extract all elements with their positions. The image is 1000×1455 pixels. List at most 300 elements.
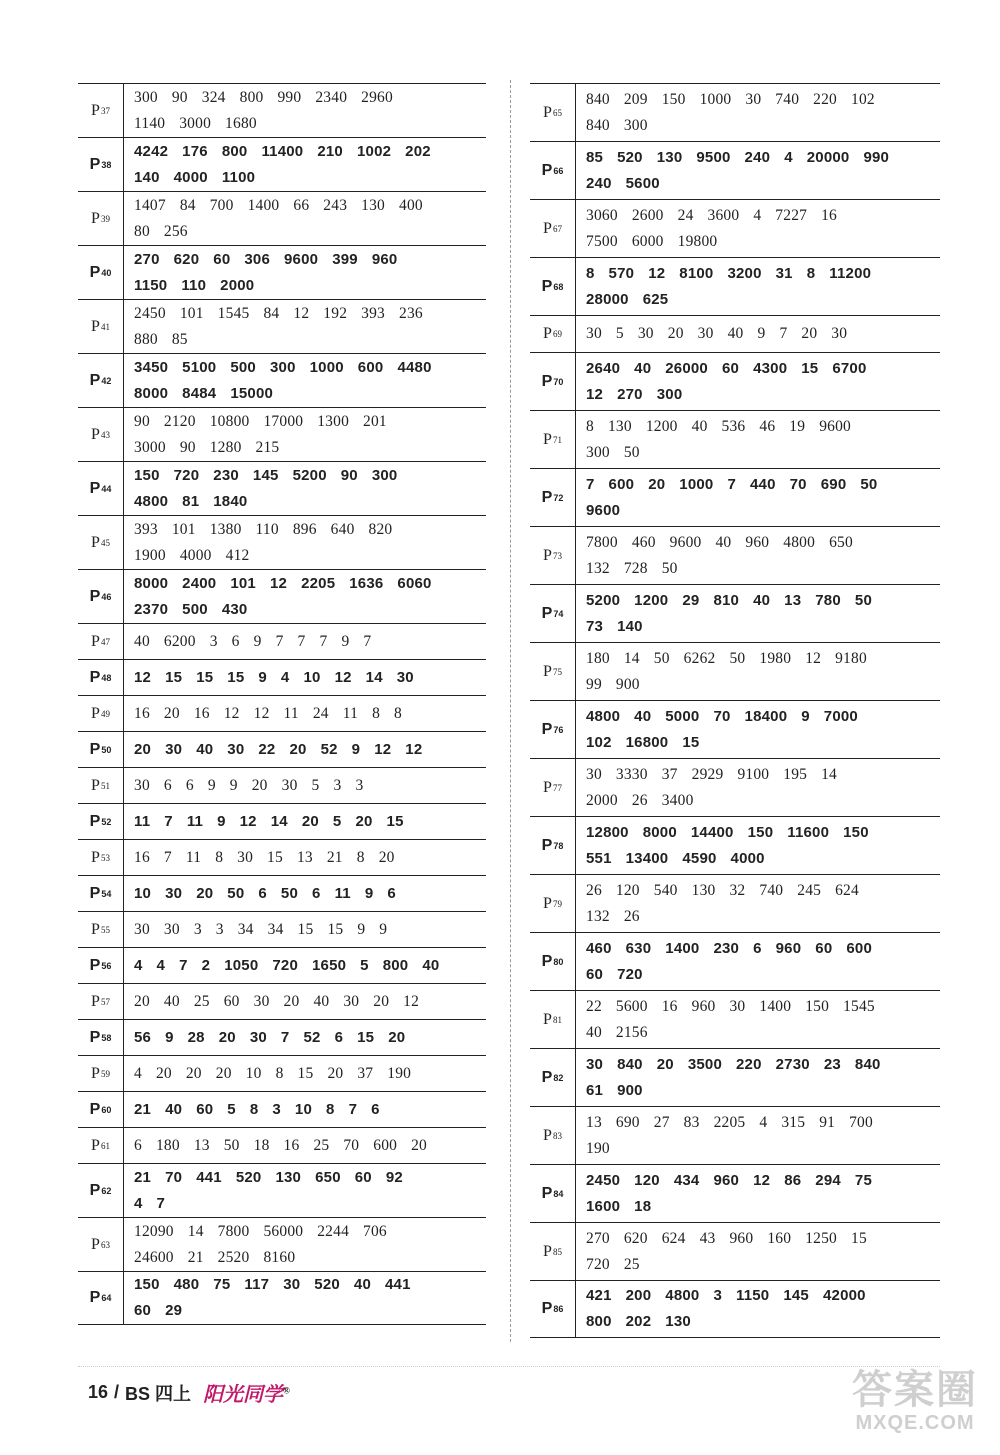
answer-row (78, 659, 486, 695)
answer-value: 90 (171, 88, 188, 106)
answer-value: 132 (586, 559, 610, 577)
answer-value: 130 (656, 148, 683, 166)
answer-value: 60 (354, 1168, 372, 1186)
answer-value: 4000 (179, 546, 212, 564)
answer-value: 101 (230, 574, 256, 592)
answer-values (124, 732, 486, 767)
answer-value: 690 (615, 1113, 640, 1131)
answer-value: 23 (823, 1055, 841, 1073)
answer-row (78, 767, 486, 803)
answer-value: 30 (249, 1028, 267, 1046)
answer-line (134, 665, 486, 691)
answer-row (530, 468, 940, 526)
page-prefix: P (541, 277, 553, 295)
answer-value: 441 (196, 1168, 222, 1186)
answer-value: 13 (296, 848, 313, 866)
answer-value: 800 (586, 1313, 612, 1330)
page-number-sub: 73 (552, 550, 562, 561)
answer-value: 3 (272, 1100, 281, 1118)
answer-value: 17000 (263, 412, 304, 430)
page-number-sub: 50 (101, 744, 112, 755)
answer-value: 8 (586, 417, 594, 435)
page-prefix: P (89, 956, 101, 974)
answer-values (124, 354, 486, 407)
answer-value: 200 (625, 1287, 652, 1304)
answer-value: 202 (405, 142, 431, 160)
answer-value: 20 (801, 325, 818, 342)
answer-row (78, 1271, 486, 1325)
answer-value: 4800 (134, 492, 169, 510)
page-prefix: P (89, 1100, 101, 1118)
answer-value: 9600 (669, 533, 702, 551)
answer-value: 26000 (665, 359, 708, 377)
answer-value: 6 (312, 884, 321, 902)
answer-value: 393 (134, 520, 158, 538)
answer-value: 40 (165, 1100, 183, 1118)
answer-value: 110 (181, 276, 207, 294)
answer-value: 7 (297, 632, 306, 650)
page-label (530, 316, 576, 352)
answer-value: 84 (263, 304, 280, 322)
answer-value: 192 (323, 304, 348, 322)
answer-value: 40 (196, 740, 214, 758)
answer-value: 1250 (805, 1229, 838, 1247)
answer-value: 1150 (736, 1287, 770, 1304)
answer-value: 8160 (263, 1248, 296, 1266)
answer-value: 140 (134, 168, 160, 186)
answer-line (586, 788, 940, 814)
answer-value: 50 (729, 649, 746, 667)
answer-value: 3 (355, 776, 364, 794)
answer-value: 3200 (727, 264, 762, 282)
answer-value: 86 (784, 1171, 802, 1189)
answer-value: 2640 (586, 359, 621, 377)
answer-value: 30 (237, 848, 254, 866)
answer-values (576, 1049, 940, 1106)
answer-line (134, 301, 486, 327)
page-prefix: P (91, 992, 100, 1010)
page-prefix: P (543, 103, 552, 121)
page-prefix: P (91, 704, 100, 722)
answer-row (530, 526, 940, 584)
answer-values (124, 1056, 486, 1091)
answer-value: 80 (134, 222, 150, 240)
answer-row (530, 1164, 940, 1222)
answer-value: 7 (348, 1100, 358, 1118)
answer-value: 4 (280, 668, 290, 686)
answer-value: 1380 (209, 520, 242, 538)
answer-value: 4 (134, 1064, 142, 1082)
page-number-sub: 56 (101, 960, 112, 971)
page-label (530, 469, 576, 526)
answer-value: 1002 (356, 142, 392, 160)
answer-values (124, 1020, 486, 1055)
page-prefix: P (541, 1300, 553, 1317)
answer-value: 16 (283, 1136, 300, 1154)
answer-value: 1900 (134, 546, 166, 564)
answer-line (134, 273, 486, 299)
answer-value: 840 (586, 116, 610, 134)
page-prefix: P (91, 632, 100, 650)
answer-value: 3 (713, 1287, 722, 1304)
answer-line (586, 356, 940, 382)
answer-value: 800 (382, 956, 409, 974)
brand-name: 阳光同学 (203, 1384, 284, 1406)
page-number-sub: 84 (553, 1188, 564, 1199)
answer-value: 9 (253, 632, 262, 650)
answer-line (586, 556, 940, 582)
page-prefix: P (89, 1181, 101, 1199)
answer-line (586, 614, 940, 640)
answer-row (530, 257, 940, 315)
answer-values (576, 1165, 940, 1222)
answer-value: 12 (239, 812, 257, 830)
answer-value: 20 (155, 1064, 172, 1082)
answer-values (576, 469, 940, 526)
answer-value: 14400 (690, 823, 734, 841)
answer-value: 50 (623, 443, 640, 461)
page-number-sub: 42 (101, 375, 112, 386)
answer-row (78, 353, 486, 407)
answer-value: 40 (313, 992, 330, 1010)
answer-value: 43 (699, 1229, 716, 1247)
answer-value: 315 (781, 1113, 806, 1131)
answer-value: 7227 (775, 206, 808, 224)
page-number-sub: 75 (552, 666, 562, 677)
answer-value: 240 (744, 148, 771, 166)
answer-line (586, 472, 940, 498)
answer-value: 7 (179, 956, 188, 974)
answer-value: 2205 (713, 1113, 746, 1131)
answer-value: 28000 (586, 290, 629, 308)
answer-value: 150 (661, 90, 686, 108)
page-prefix: P (89, 587, 101, 605)
answer-value: 73 (586, 617, 604, 635)
answer-value: 9 (357, 920, 366, 938)
answer-value: 20 (327, 1064, 344, 1082)
answer-value: 42000 (822, 1287, 866, 1304)
answer-value: 990 (277, 88, 302, 106)
answer-value: 66 (293, 196, 310, 214)
answer-line (134, 435, 486, 461)
answer-value: 56000 (263, 1222, 304, 1240)
answer-value: 30 (134, 920, 150, 938)
answer-value: 15 (196, 668, 214, 686)
answer-line (134, 1165, 486, 1191)
answer-value: 18400 (744, 707, 788, 725)
answer-value: 306 (244, 250, 271, 268)
page-prefix: P (541, 604, 553, 622)
answer-value: 6 (387, 884, 396, 902)
page-label (78, 876, 124, 911)
answer-value: 500 (230, 358, 256, 376)
page-label (78, 624, 124, 659)
page-prefix: P (91, 776, 100, 794)
page-number-sub: 52 (101, 816, 112, 827)
answer-values (576, 527, 940, 584)
answer-line (586, 1020, 940, 1046)
answer-value: 13 (784, 591, 802, 609)
answer-values (576, 817, 940, 874)
answer-value: 84 (179, 196, 196, 214)
answer-value: 16 (134, 704, 150, 722)
answer-line (134, 701, 486, 727)
answer-values (124, 696, 486, 731)
page-number-sub: 79 (552, 898, 562, 909)
answer-value: 25 (193, 992, 210, 1010)
answer-row (530, 352, 940, 410)
page-number-sub: 54 (101, 888, 112, 899)
answer-value: 4800 (665, 1287, 700, 1304)
answer-value: 15 (386, 812, 404, 830)
answer-value: 201 (363, 412, 387, 430)
answer-values (576, 933, 940, 990)
answer-value: 37 (661, 765, 678, 783)
page-label (78, 192, 124, 245)
answer-value: 26 (631, 791, 648, 809)
page-number-sub: 51 (100, 780, 110, 791)
answer-line (586, 762, 940, 788)
answer-value: 2 (201, 956, 211, 974)
answer-value: 20 (289, 740, 307, 758)
answer-value: 15 (357, 1028, 375, 1046)
answer-line (134, 773, 486, 799)
answer-values (576, 316, 940, 352)
page-label (78, 462, 124, 515)
answer-value: 2000 (586, 791, 618, 809)
answer-value: 13 (193, 1136, 210, 1154)
answer-row (78, 299, 486, 353)
answer-values (576, 200, 940, 257)
answer-line (586, 962, 940, 988)
answer-value: 15 (297, 920, 314, 938)
answer-value: 520 (617, 148, 643, 166)
answer-value: 1200 (645, 417, 678, 435)
answer-row (78, 407, 486, 461)
answer-values (576, 84, 940, 141)
answer-value: 20 (134, 740, 152, 758)
answer-line (586, 440, 940, 466)
answer-line (134, 809, 486, 835)
page-prefix: P (91, 101, 100, 119)
answer-value: 960 (713, 1171, 740, 1189)
answer-value: 12 (253, 704, 270, 722)
answer-value: 6700 (832, 359, 867, 377)
page-prefix: P (541, 488, 553, 506)
answer-value: 8000 (642, 823, 677, 841)
page-prefix: P (543, 1242, 552, 1260)
answer-value: 700 (209, 196, 234, 214)
answer-value: 30 (134, 776, 150, 794)
answer-values (124, 462, 486, 515)
answer-value: 20 (196, 884, 214, 902)
answer-line (586, 936, 940, 962)
answer-value: 324 (201, 88, 226, 106)
answer-value: 728 (623, 559, 648, 577)
registered-mark: ® (283, 1385, 290, 1396)
answer-value: 9600 (586, 501, 621, 519)
answer-values (124, 408, 486, 461)
answer-value: 50 (227, 884, 245, 902)
answer-value: 101 (179, 304, 204, 322)
page-label (530, 527, 576, 584)
answer-table-left (78, 83, 486, 1325)
answer-value: 720 (617, 965, 643, 983)
page-number-sub: 58 (101, 1032, 112, 1043)
answer-row (78, 245, 486, 299)
answer-value: 3 (209, 632, 218, 650)
answer-value: 21 (326, 848, 343, 866)
answer-value: 209 (623, 90, 648, 108)
page-number-sub: 61 (100, 1140, 110, 1151)
answer-line (134, 1025, 486, 1051)
answer-line (134, 355, 486, 381)
answer-line (134, 1133, 486, 1159)
answer-value: 10 (303, 668, 321, 686)
answer-value: 1300 (317, 412, 350, 430)
answer-value: 180 (155, 1136, 180, 1154)
answer-value: 900 (615, 675, 640, 693)
answer-value: 8100 (679, 264, 714, 282)
answer-value: 130 (275, 1168, 302, 1186)
answer-values (124, 912, 486, 947)
answer-value: 30 (165, 740, 183, 758)
page-label (530, 1107, 576, 1164)
answer-value: 624 (835, 881, 859, 899)
answer-value: 132 (586, 907, 610, 925)
answer-line (134, 247, 486, 273)
answer-value: 12 (374, 740, 392, 758)
answer-value: 880 (134, 330, 158, 348)
answer-value: 20 (355, 812, 373, 830)
answer-value: 9 (207, 776, 216, 794)
answer-row (530, 584, 940, 642)
answer-value: 624 (661, 1229, 686, 1247)
answer-value: 14 (187, 1222, 204, 1240)
answer-row (530, 932, 940, 990)
answer-value: 300 (371, 466, 398, 484)
answer-values (576, 353, 940, 410)
page-label (78, 246, 124, 299)
answer-value: 130 (665, 1313, 691, 1330)
answer-value: 480 (173, 1276, 200, 1293)
page-label (78, 948, 124, 983)
answer-value: 9 (801, 707, 810, 725)
answer-value: 12 (334, 668, 352, 686)
answer-value: 34 (267, 920, 284, 938)
answer-value: 190 (387, 1064, 412, 1082)
page-number-sub: 68 (553, 281, 564, 292)
answer-line (134, 327, 486, 353)
answer-value: 99 (586, 675, 602, 693)
page-prefix: P (541, 836, 553, 854)
page-number-sub: 38 (101, 159, 112, 170)
answer-value: 30 (283, 1276, 301, 1293)
answer-value: 1680 (225, 114, 257, 132)
answer-value: 20 (388, 1028, 406, 1046)
answer-value: 18 (253, 1136, 270, 1154)
answer-value: 130 (607, 417, 632, 435)
answer-value: 20 (163, 704, 180, 722)
answer-row (78, 1163, 486, 1217)
answer-value: 1100 (221, 168, 256, 186)
page-prefix: P (541, 720, 553, 738)
answer-line (586, 1078, 940, 1104)
page-number-sub: 72 (553, 492, 564, 503)
page-prefix: P (541, 161, 553, 179)
answer-value: 243 (323, 196, 348, 214)
answer-value: 3 (333, 776, 342, 794)
answer-value: 40 (163, 992, 180, 1010)
answer-values (124, 1092, 486, 1127)
page-number-sub: 74 (553, 608, 564, 619)
page-prefix: P (91, 425, 100, 443)
answer-value: 8 (356, 848, 365, 866)
answer-value: 2205 (301, 574, 336, 592)
page-number-sub: 39 (100, 213, 110, 224)
page-label (78, 660, 124, 695)
answer-value: 60 (134, 1302, 152, 1319)
answer-value: 16 (821, 206, 838, 224)
answer-value: 8 (806, 264, 816, 282)
answer-value: 30 (831, 325, 848, 342)
edition-label: BS 四上 (125, 1383, 192, 1404)
answer-value: 820 (368, 520, 393, 538)
answer-row (78, 515, 486, 569)
answer-value: 7500 (586, 232, 618, 250)
answer-row (530, 141, 940, 199)
answer-value: 220 (813, 90, 838, 108)
answer-value: 34 (237, 920, 254, 938)
answer-value: 6 (134, 1136, 142, 1154)
answer-value: 800 (221, 142, 248, 160)
answer-value: 215 (255, 438, 280, 456)
answer-value: 2929 (691, 765, 724, 783)
page-label (530, 1049, 576, 1106)
answer-value: 21 (187, 1248, 204, 1266)
answer-value: 70 (165, 1168, 183, 1186)
answer-line (134, 953, 486, 979)
answer-value: 1000 (679, 475, 714, 493)
answer-value: 7 (319, 632, 328, 650)
answer-value: 92 (385, 1168, 403, 1186)
page-number-sub: 45 (100, 537, 110, 548)
answer-value: 91 (819, 1113, 836, 1131)
answer-value: 5 (311, 776, 320, 794)
answer-line (134, 165, 486, 191)
answer-value: 18 (634, 1197, 652, 1215)
answer-row (530, 816, 940, 874)
page-number-sub: 71 (552, 434, 562, 445)
page-number-sub: 76 (553, 724, 564, 735)
answer-value: 9 (229, 776, 238, 794)
answer-value: 40 (727, 325, 744, 342)
answer-line (134, 517, 486, 543)
page-number-sub: 86 (553, 1304, 564, 1314)
page-number-sub: 69 (552, 329, 562, 339)
answer-value: 7000 (823, 707, 858, 725)
page-prefix: P (543, 894, 552, 912)
answer-value: 2370 (134, 600, 169, 618)
answer-value: 120 (615, 881, 640, 899)
page-prefix: P (541, 372, 553, 390)
answer-line (586, 1136, 940, 1162)
answer-value: 270 (586, 1229, 610, 1247)
answer-row (530, 990, 940, 1048)
answer-values (576, 1223, 940, 1280)
answer-row (78, 137, 486, 191)
answer-value: 20000 (806, 148, 850, 166)
